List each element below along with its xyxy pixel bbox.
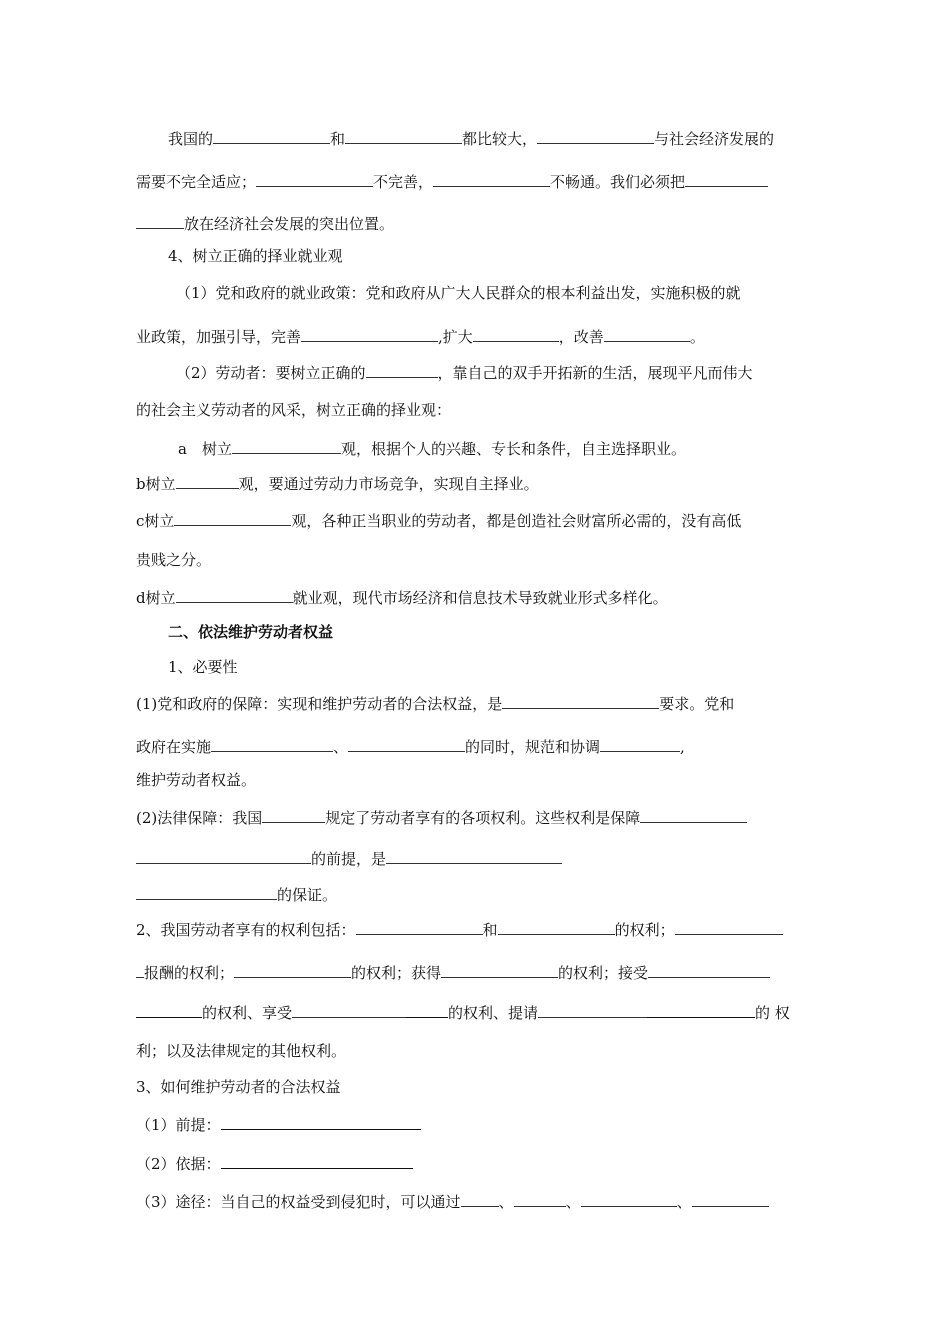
blank[interactable] [473,325,559,342]
paragraph-line [136,918,783,940]
paragraph-line [136,1152,413,1174]
blank[interactable] [176,586,293,603]
text: 、 [676,1193,692,1211]
blank[interactable] [600,735,680,752]
text: 、 [498,1193,514,1211]
text: 和 [330,130,346,148]
text: ,扩大 [438,328,473,346]
subheading: 3、如何维护劳动者的合法权益 [136,1078,341,1096]
blank[interactable] [685,170,768,187]
paragraph-line: 利；以及法律规定的其他权利。 [136,1042,347,1060]
text: 政府在实施 [136,738,212,756]
text: 不畅通。我们必须把 [550,173,686,191]
text: 。 [689,328,705,346]
blank[interactable] [345,127,462,144]
paragraph-line [136,212,394,234]
blank[interactable] [136,1001,202,1018]
paragraph-line: 的社会主义劳动者的风采，树立正确的择业观： [136,401,452,419]
text: d树立 [136,589,176,607]
paragraph-line [136,1113,421,1135]
blank[interactable] [136,883,277,900]
paragraph-line: 维护劳动者权益。 [136,771,257,789]
text: 的保证。 [277,886,338,904]
blank[interactable] [406,1001,448,1018]
text: （1）前提： [136,1116,221,1134]
text: （2）劳动者：要树立正确的 [176,364,366,382]
paragraph-line [136,1190,769,1212]
blank[interactable] [514,1190,566,1207]
text: 业政策，加强引导，完善 [136,328,302,346]
text: 我国的 [168,130,214,148]
blank[interactable] [176,472,239,489]
subheading: 1、必要性 [168,658,238,676]
blank[interactable] [221,1113,421,1130]
section-title: 二、依法维护劳动者权益 [168,623,334,641]
paragraph-line [136,883,337,905]
blank[interactable] [262,806,325,823]
blank[interactable] [604,325,690,342]
text: 、 [565,1193,581,1211]
blank[interactable] [366,361,438,378]
paragraph-line [136,325,705,347]
text: 就业观，现代市场经济和信息技术导致就业形式多样化。 [292,589,668,607]
paragraph-line [136,509,741,531]
blank[interactable] [292,1001,406,1018]
blank[interactable] [538,1001,647,1018]
blank[interactable] [232,437,341,454]
text: （2）依据： [136,1155,221,1173]
text: (1)党和政府的保障：实现和维护劳动者的合法权益，是 [136,695,503,713]
blank[interactable] [581,1190,677,1207]
text: 和 [482,921,498,939]
text: ，改善 [558,328,604,346]
text: 的权利、提请 [448,1004,539,1022]
text: 要求。党和 [659,695,735,713]
text: 观，根据个人的兴趣、专长和条件，自主选择职业。 [340,440,686,458]
text: 的权利、享受 [202,1004,293,1022]
text: a 树立 [178,440,232,458]
text: 需要不完全适应； [136,173,257,191]
blank[interactable] [174,509,291,526]
text: （3）途径：当自己的权益受到侵犯时，可以通过 [136,1193,461,1211]
text: 、 [333,738,349,756]
text: 的权利； [614,921,675,939]
blank[interactable] [386,847,562,864]
text: 的同时，规范和协调 [465,738,601,756]
text: ，靠自己的双手开拓新的生活，展现平凡而伟大 [437,364,753,382]
text: 与社会经济发展的 [654,130,775,148]
paragraph-line [136,586,668,608]
blank[interactable] [433,170,550,187]
text: (2)法律保障：我国 [136,809,263,827]
blank[interactable] [136,212,184,229]
text: c树立 [136,512,175,530]
blank[interactable] [211,735,333,752]
text: 观，要通过劳动力市场竞争，实现自主择业。 [238,475,539,493]
blank[interactable] [461,1190,499,1207]
paragraph-line [136,1001,790,1023]
paragraph-line [136,692,734,714]
blank[interactable] [675,918,783,935]
text: 放在经济社会发展的突出位置。 [184,215,395,233]
paragraph-line [168,127,774,149]
text: 的 权 [755,1004,790,1022]
blank[interactable] [348,735,465,752]
paragraph-line [136,806,747,828]
blank[interactable] [213,127,330,144]
blank[interactable] [256,170,373,187]
text: , [680,738,685,756]
blank[interactable] [234,961,351,978]
text: 的前提，是 [311,850,387,868]
paragraph-line [176,361,753,383]
paragraph-line: 贵贱之分。 [136,551,212,569]
blank[interactable] [301,325,438,342]
blank[interactable] [502,692,659,709]
text: 报酬的权利； [144,964,235,982]
blank[interactable] [221,1152,413,1169]
text: 的权利；获得 [351,964,442,982]
text: 不完善， [373,173,434,191]
blank[interactable] [136,847,311,864]
blank[interactable] [441,961,558,978]
paragraph-line [178,437,686,459]
paragraph-line: （1）党和政府的就业政策：党和政府从广大人民群众的根本利益出发，实施积极的就 [176,284,741,302]
text: 观，各种正当职业的劳动者，都是创造社会财富所必需的，没有高低 [291,512,742,530]
text: 规定了劳动者享有的各项权利。这些权利是保障 [325,809,641,827]
blank[interactable] [692,1190,769,1207]
paragraph-line [136,735,685,757]
paragraph-line [136,472,539,494]
blank[interactable] [640,806,747,823]
blank[interactable] [647,1001,755,1018]
blank[interactable] [648,961,770,978]
paragraph-line [136,961,770,983]
text: b树立 [136,475,176,493]
text: 的权利；接受 [558,964,649,982]
subheading: 4、树立正确的择业就业观 [168,247,343,265]
text: 2、我国劳动者享有的权利包括： [136,921,356,939]
paragraph-line [136,847,562,869]
paragraph-line [136,170,768,192]
blank[interactable] [356,918,483,935]
blank[interactable] [136,961,144,978]
blank[interactable] [537,127,654,144]
text: 都比较大， [462,130,538,148]
blank[interactable] [498,918,615,935]
